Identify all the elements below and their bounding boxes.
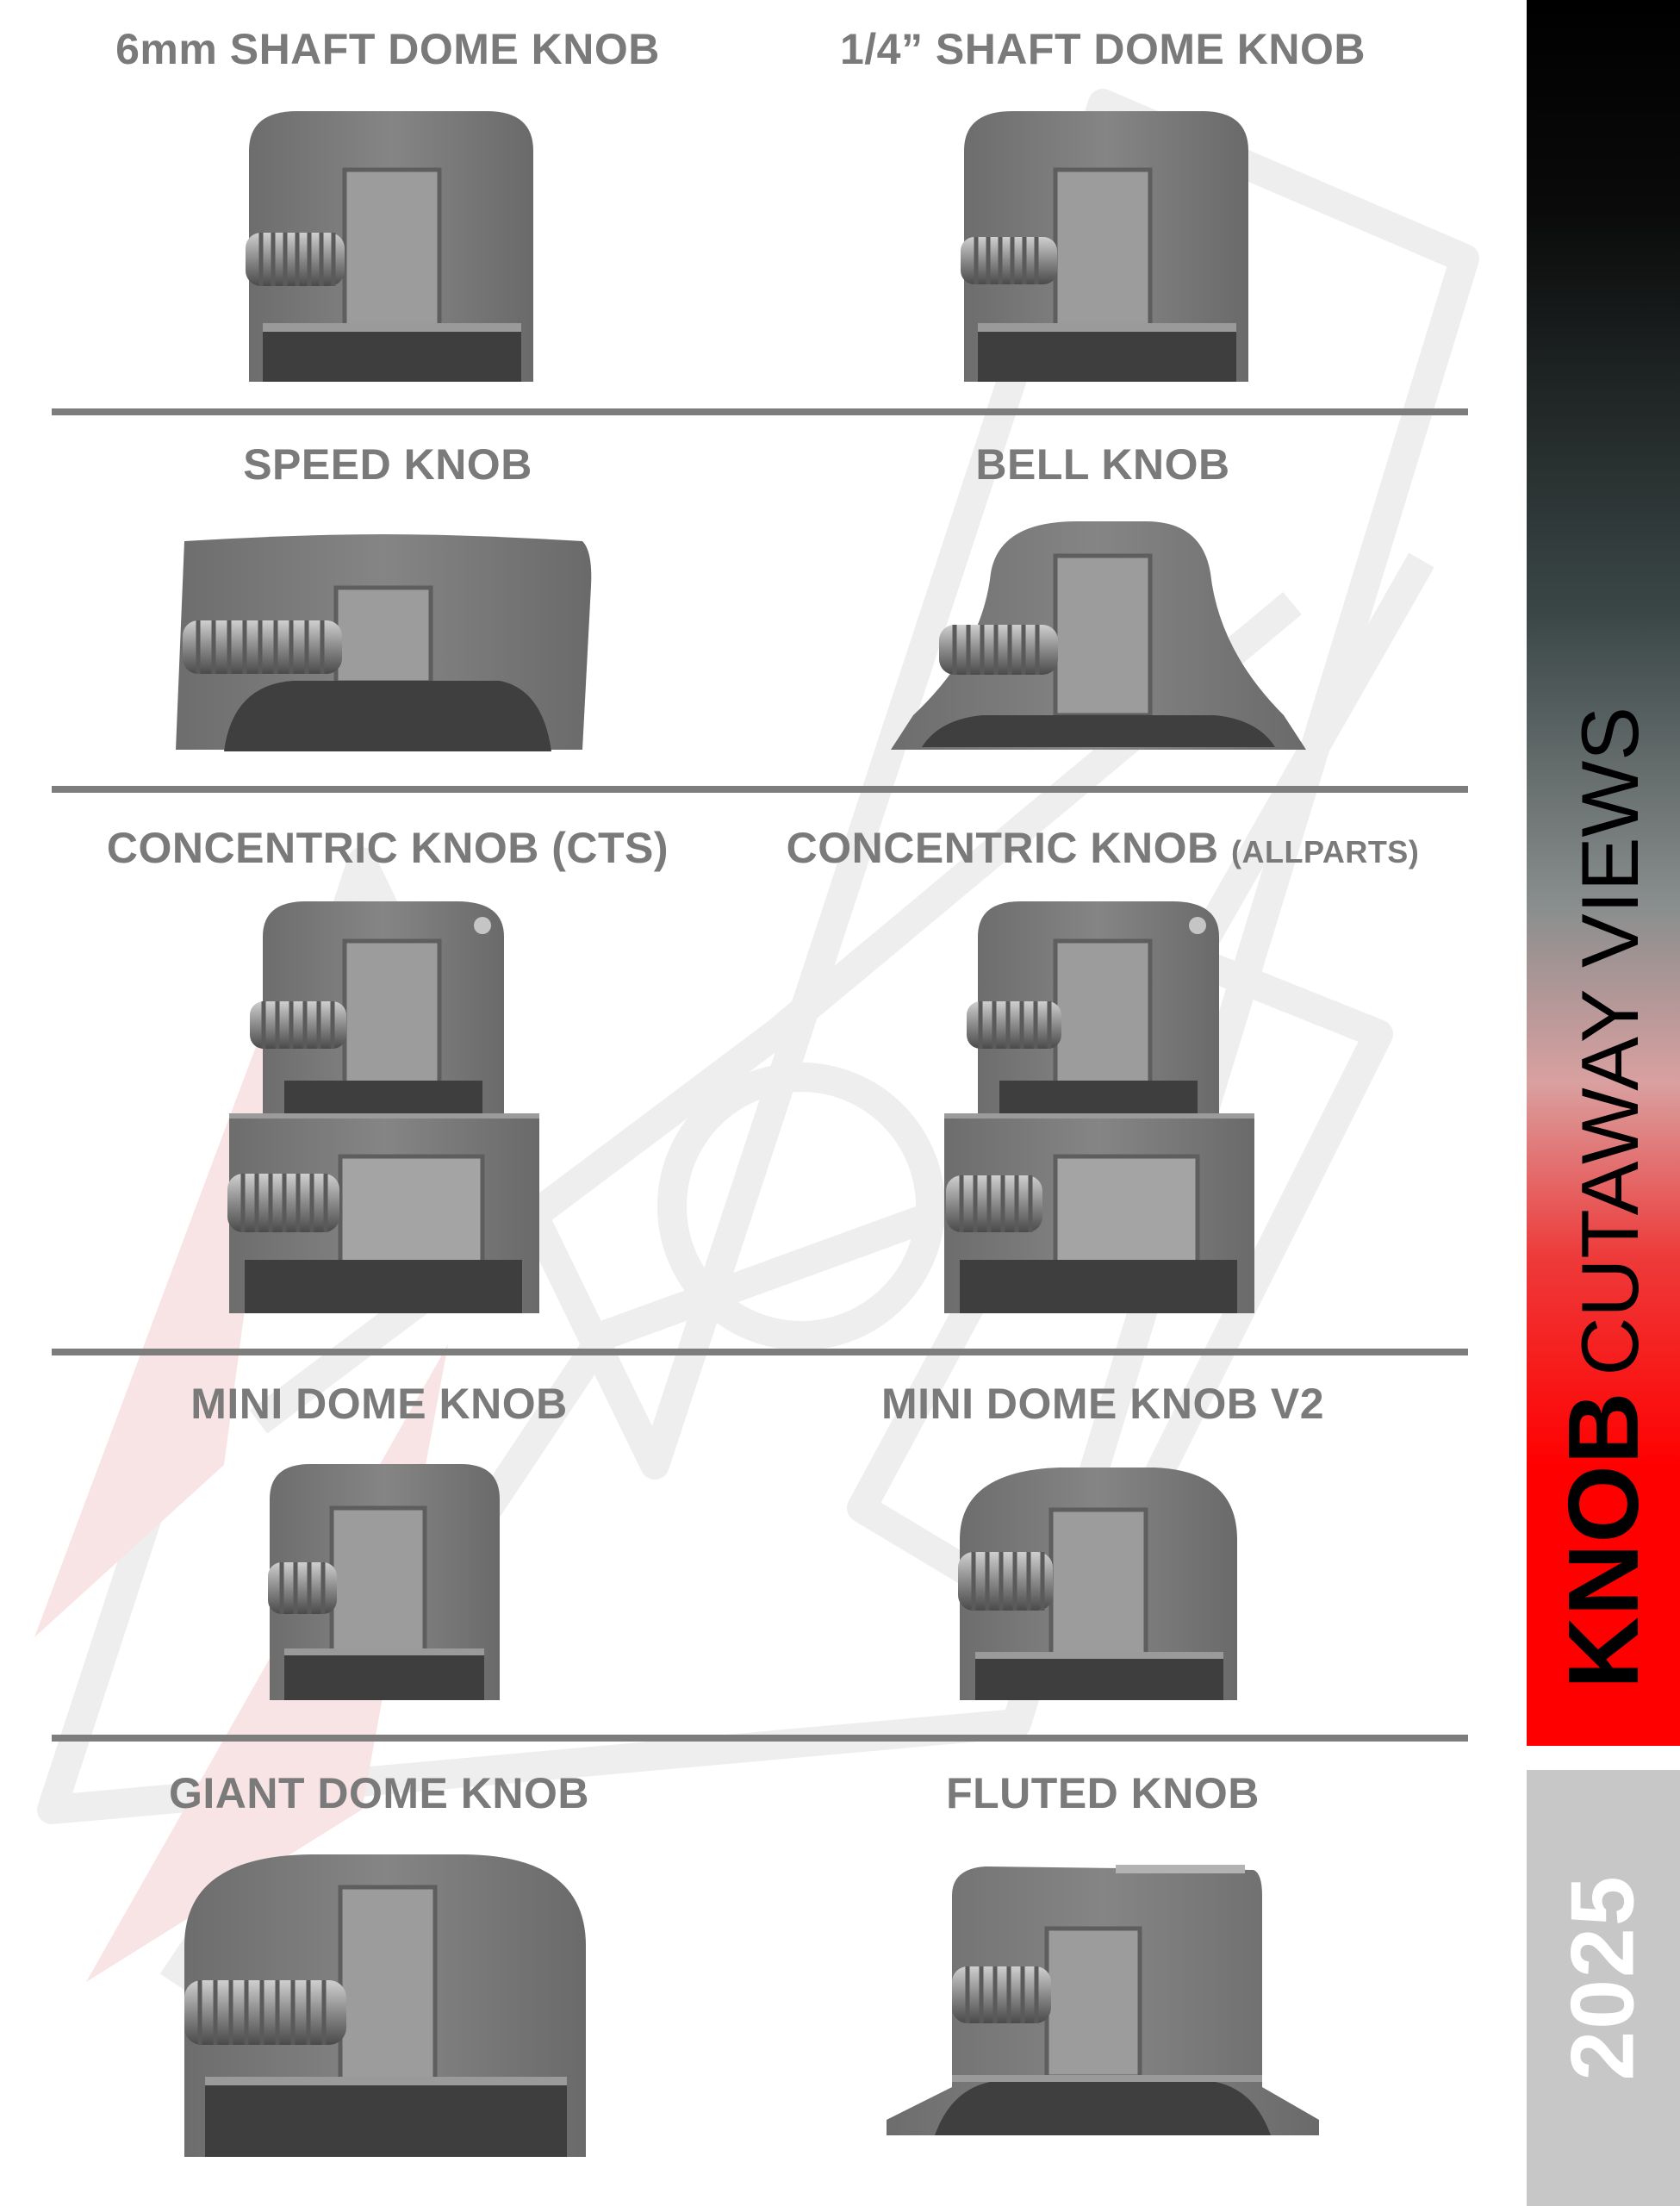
year-label: 2025 [1552,1874,1653,2081]
label-speed-knob: SPEED KNOB [243,440,532,489]
knob-cutaway-icon [172,534,594,751]
label-giant-dome-knob: GIANT DOME KNOB [168,1769,590,1817]
section-divider [52,1349,1468,1355]
label-concentric-knob-cts: CONCENTRIC KNOB (CTS) [106,824,669,872]
knob-cutaway-icon [961,108,1254,382]
sidebar [1527,0,1680,2206]
knob-cutaway-icon [939,898,1258,1313]
label-6mm-shaft-dome-knob: 6mm SHAFT DOME KNOB [115,25,660,73]
knob-cutaway-icon [263,1461,504,1700]
section-divider [52,408,1468,415]
label-concentric-knob-main: CONCENTRIC KNOB [786,824,1219,872]
label-fluted-knob: FLUTED KNOB [946,1769,1260,1817]
label-mini-dome-knob: MINI DOME KNOB [190,1380,568,1428]
label-allparts-suffix: (ALLPARTS) [1231,834,1420,869]
section-divider [52,1735,1468,1742]
label-quarter-shaft-dome-knob: 1/4” SHAFT DOME KNOB [839,25,1366,73]
knob-cutaway-icon [887,521,1310,754]
page-title [1546,707,1661,1689]
section-divider [52,786,1468,793]
knob-cutaway-icon [883,1861,1322,2137]
title-light: CUTAWAY VIEWS [1565,707,1655,1376]
knob-cutaway-icon [246,108,538,382]
knob-cutaway-icon [956,1462,1241,1700]
title-bold: KNOB [1547,1391,1659,1689]
knob-cutaway-icon [224,898,543,1313]
label-mini-dome-knob-v2: MINI DOME KNOB V2 [880,1380,1325,1428]
label-concentric-knob-allparts [758,823,1447,873]
label-bell-knob: BELL KNOB [975,440,1230,489]
knob-cutaway-icon [181,1851,590,2157]
